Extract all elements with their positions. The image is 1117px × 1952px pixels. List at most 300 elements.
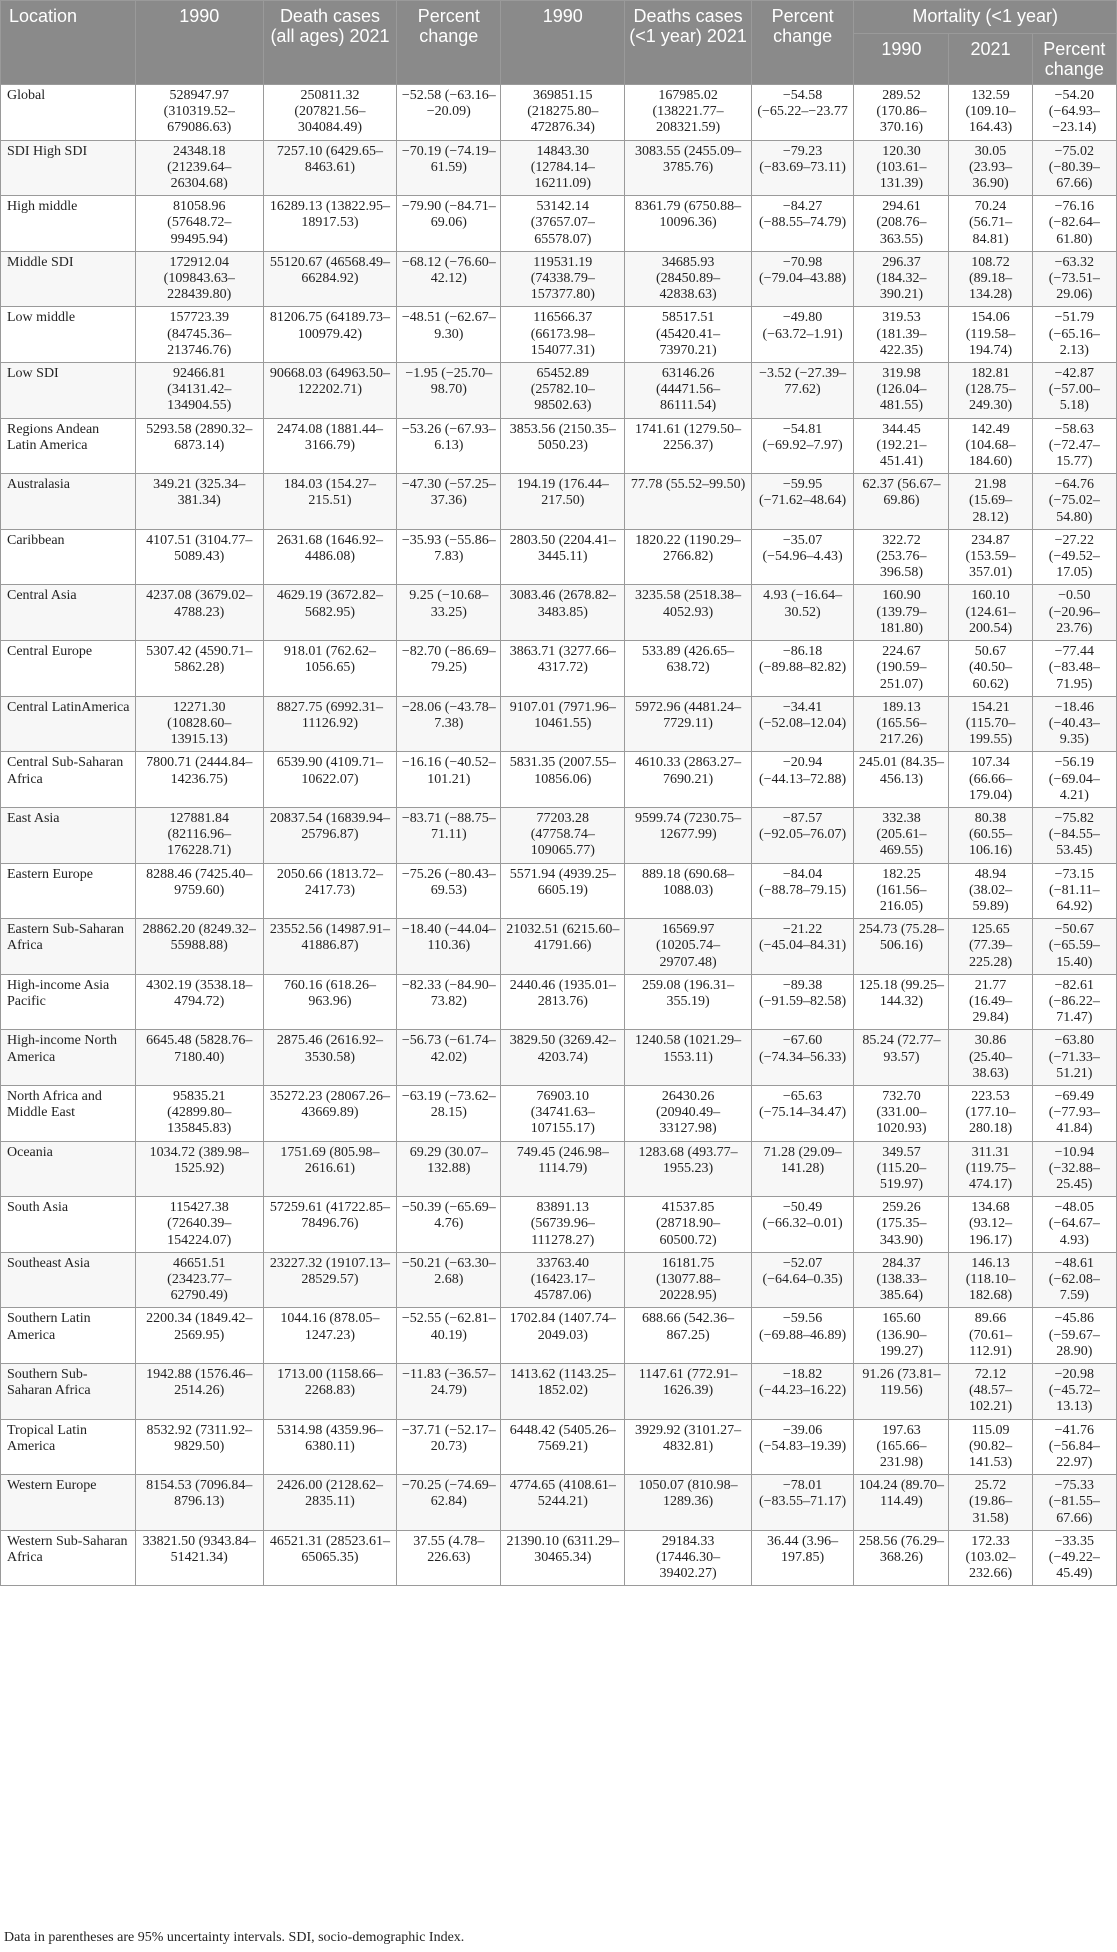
mortality-percent-change-cell: −54.20 (−64.93–−23.14) — [1032, 85, 1116, 141]
deaths-1990-all-ages-cell: 8532.92 (7311.92–9829.50) — [136, 1419, 263, 1475]
deaths-2021-all-ages-cell: 35272.23 (28067.26–43669.89) — [263, 1085, 397, 1141]
deaths-2021-all-ages-cell: 90668.03 (64963.50–122202.71) — [263, 363, 397, 419]
deaths-1990-under-1-cell: 2803.50 (2204.41–3445.11) — [501, 529, 625, 585]
mortality-1990-cell: 259.26 (175.35–343.90) — [854, 1197, 949, 1253]
deaths-1990-under-1-cell: 2440.46 (1935.01–2813.76) — [501, 974, 625, 1030]
deaths-1990-under-1-cell: 76903.10 (34741.63–107155.17) — [501, 1085, 625, 1141]
table-row — [1, 1530, 1117, 1586]
mortality-2021-cell: 134.68 (93.12–196.17) — [949, 1197, 1032, 1253]
mortality-1990-cell: 189.13 (165.56–217.26) — [854, 696, 949, 752]
table-row — [1, 196, 1117, 252]
percent-change-all-ages-cell: 69.29 (30.07–132.88) — [397, 1141, 501, 1197]
deaths-1990-under-1-cell: 119531.19 (74338.79–157377.80) — [501, 251, 625, 307]
location-cell: Southeast Asia — [1, 1252, 136, 1308]
deaths-2021-under-1-cell: 34685.93 (28450.89–42838.63) — [625, 251, 751, 307]
mortality-1990-cell: 349.57 (115.20–519.97) — [854, 1141, 949, 1197]
mortality-1990-cell: 322.72 (253.76–396.58) — [854, 529, 949, 585]
mortality-percent-change-cell: −77.44 (−83.48–71.95) — [1032, 641, 1116, 697]
location-cell: Middle SDI — [1, 251, 136, 307]
percent-change-all-ages-cell: −79.90 (−84.71–69.06) — [397, 196, 501, 252]
percent-change-all-ages-cell: −68.12 (−76.60–42.12) — [397, 251, 501, 307]
percent-change-all-ages-cell: −70.25 (−74.69–62.84) — [397, 1475, 501, 1531]
percent-change-all-ages-cell: −52.55 (−62.81–40.19) — [397, 1308, 501, 1364]
location-cell: Southern Latin America — [1, 1308, 136, 1364]
percent-change-under-1-cell: −86.18 (−89.88–82.82) — [751, 641, 854, 697]
deaths-1990-all-ages-cell: 172912.04 (109843.63–228439.80) — [136, 251, 263, 307]
header-deaths-2021-under-1: Deaths cases (<1 year) 2021 — [625, 1, 751, 85]
table-row — [1, 863, 1117, 919]
percent-change-under-1-cell: −70.98 (−79.04–43.88) — [751, 251, 854, 307]
deaths-1990-all-ages-cell: 46651.51 (23423.77–62790.49) — [136, 1252, 263, 1308]
mortality-percent-change-cell: −63.80 (−71.33–51.21) — [1032, 1030, 1116, 1086]
deaths-1990-under-1-cell: 1702.84 (1407.74–2049.03) — [501, 1308, 625, 1364]
percent-change-all-ages-cell: −50.39 (−65.69–4.76) — [397, 1197, 501, 1253]
deaths-2021-under-1-cell: 3235.58 (2518.38–4052.93) — [625, 585, 751, 641]
table-row — [1, 85, 1117, 141]
deaths-1990-all-ages-cell: 528947.97 (310319.52–679086.63) — [136, 85, 263, 141]
table-row — [1, 251, 1117, 307]
deaths-1990-all-ages-cell: 24348.18 (21239.64–26304.68) — [136, 140, 263, 196]
mortality-1990-cell: 62.37 (56.67–69.86) — [854, 474, 949, 530]
table-row — [1, 1364, 1117, 1420]
percent-change-under-1-cell: 4.93 (−16.64–30.52) — [751, 585, 854, 641]
mortality-2021-cell: 311.31 (119.75–474.17) — [949, 1141, 1032, 1197]
deaths-2021-under-1-cell: 41537.85 (28718.90–60500.72) — [625, 1197, 751, 1253]
deaths-1990-all-ages-cell: 127881.84 (82116.96–176228.71) — [136, 807, 263, 863]
mortality-1990-cell: 258.56 (76.29–368.26) — [854, 1530, 949, 1586]
table-row — [1, 418, 1117, 474]
table-row — [1, 1141, 1117, 1197]
mortality-1990-cell: 344.45 (192.21–451.41) — [854, 418, 949, 474]
deaths-1990-under-1-cell: 77203.28 (47758.74–109065.77) — [501, 807, 625, 863]
percent-change-all-ages-cell: −82.70 (−86.69–79.25) — [397, 641, 501, 697]
location-cell: Tropical Latin America — [1, 1419, 136, 1475]
mortality-1990-cell: 284.37 (138.33–385.64) — [854, 1252, 949, 1308]
deaths-2021-under-1-cell: 8361.79 (6750.88–10096.36) — [625, 196, 751, 252]
header-deaths-2021-all-ages: Death cases (all ages) 2021 — [263, 1, 397, 85]
mortality-percent-change-cell: −48.61 (−62.08–7.59) — [1032, 1252, 1116, 1308]
deaths-2021-under-1-cell: 1741.61 (1279.50–2256.37) — [625, 418, 751, 474]
deaths-1990-under-1-cell: 6448.42 (5405.26–7569.21) — [501, 1419, 625, 1475]
percent-change-under-1-cell: −39.06 (−54.83–19.39) — [751, 1419, 854, 1475]
mortality-1990-cell: 732.70 (331.00–1020.93) — [854, 1085, 949, 1141]
mortality-2021-cell: 50.67 (40.50–60.62) — [949, 641, 1032, 697]
mortality-percent-change-cell: −63.32 (−73.51–29.06) — [1032, 251, 1116, 307]
deaths-1990-all-ages-cell: 157723.39 (84745.36–213746.76) — [136, 307, 263, 363]
table-row — [1, 140, 1117, 196]
deaths-1990-under-1-cell: 3829.50 (3269.42–4203.74) — [501, 1030, 625, 1086]
deaths-1990-all-ages-cell: 7800.71 (2444.84–14236.75) — [136, 752, 263, 808]
mortality-2021-cell: 146.13 (118.10–182.68) — [949, 1252, 1032, 1308]
mortality-1990-cell: 245.01 (84.35–456.13) — [854, 752, 949, 808]
deaths-2021-under-1-cell: 4610.33 (2863.27–7690.21) — [625, 752, 751, 808]
location-cell: Low middle — [1, 307, 136, 363]
mortality-1990-cell: 319.98 (126.04–481.55) — [854, 363, 949, 419]
percent-change-all-ages-cell: −16.16 (−40.52–101.21) — [397, 752, 501, 808]
mortality-percent-change-cell: −69.49 (−77.93–41.84) — [1032, 1085, 1116, 1141]
mortality-2021-cell: 160.10 (124.61–200.54) — [949, 585, 1032, 641]
deaths-1990-under-1-cell: 3863.71 (3277.66–4317.72) — [501, 641, 625, 697]
deaths-2021-under-1-cell: 16181.75 (13077.88–20228.95) — [625, 1252, 751, 1308]
deaths-2021-under-1-cell: 1240.58 (1021.29–1553.11) — [625, 1030, 751, 1086]
deaths-2021-all-ages-cell: 2631.68 (1646.92–4486.08) — [263, 529, 397, 585]
deaths-2021-all-ages-cell: 8827.75 (6992.31–11126.92) — [263, 696, 397, 752]
percent-change-all-ages-cell: −47.30 (−57.25–37.36) — [397, 474, 501, 530]
deaths-2021-all-ages-cell: 1044.16 (878.05–1247.23) — [263, 1308, 397, 1364]
percent-change-all-ages-cell: −48.51 (−62.67–9.30) — [397, 307, 501, 363]
percent-change-under-1-cell: −3.52 (−27.39–77.62) — [751, 363, 854, 419]
percent-change-under-1-cell: 71.28 (29.09–141.28) — [751, 1141, 854, 1197]
mortality-2021-cell: 30.86 (25.40–38.63) — [949, 1030, 1032, 1086]
deaths-2021-all-ages-cell: 20837.54 (16839.94–25796.87) — [263, 807, 397, 863]
deaths-1990-all-ages-cell: 8288.46 (7425.40–9759.60) — [136, 863, 263, 919]
deaths-2021-all-ages-cell: 2474.08 (1881.44–3166.79) — [263, 418, 397, 474]
table-row — [1, 529, 1117, 585]
percent-change-under-1-cell: −79.23 (−83.69–73.11) — [751, 140, 854, 196]
table-row — [1, 1308, 1117, 1364]
deaths-2021-all-ages-cell: 16289.13 (13822.95–18917.53) — [263, 196, 397, 252]
deaths-1990-all-ages-cell: 4237.08 (3679.02–4788.23) — [136, 585, 263, 641]
deaths-1990-all-ages-cell: 5293.58 (2890.32–6873.14) — [136, 418, 263, 474]
percent-change-under-1-cell: −20.94 (−44.13–72.88) — [751, 752, 854, 808]
deaths-1990-under-1-cell: 5571.94 (4939.25–6605.19) — [501, 863, 625, 919]
deaths-2021-all-ages-cell: 918.01 (762.62–1056.65) — [263, 641, 397, 697]
location-cell: Global — [1, 85, 136, 141]
table-footnote: Data in parentheses are 95% uncertainty intervals. SDI, socio-demographic Index. — [4, 1930, 465, 1945]
location-cell: Regions Andean Latin America — [1, 418, 136, 474]
table-row — [1, 974, 1117, 1030]
percent-change-under-1-cell: −54.81 (−69.92–7.97) — [751, 418, 854, 474]
location-cell: Western Europe — [1, 1475, 136, 1531]
mortality-2021-cell: 72.12 (48.57–102.21) — [949, 1364, 1032, 1420]
percent-change-all-ages-cell: −50.21 (−63.30–2.68) — [397, 1252, 501, 1308]
header-mortality-1990: 1990 — [854, 34, 949, 85]
header-percent-change-all-ages: Percent change — [397, 1, 501, 85]
table-row — [1, 585, 1117, 641]
table-body — [1, 85, 1117, 1586]
mortality-1990-cell: 125.18 (99.25–144.32) — [854, 974, 949, 1030]
mortality-percent-change-cell: −50.67 (−65.59–15.40) — [1032, 919, 1116, 975]
mortality-percent-change-cell: −75.82 (−84.55–53.45) — [1032, 807, 1116, 863]
table-row — [1, 919, 1117, 975]
mortality-1990-cell: 91.26 (73.81–119.56) — [854, 1364, 949, 1420]
deaths-2021-all-ages-cell: 57259.61 (41722.85–78496.76) — [263, 1197, 397, 1253]
mortality-2021-cell: 21.98 (15.69–28.12) — [949, 474, 1032, 530]
deaths-1990-under-1-cell: 9107.01 (7971.96–10461.55) — [501, 696, 625, 752]
deaths-2021-under-1-cell: 5972.96 (4481.24–7729.11) — [625, 696, 751, 752]
deaths-2021-under-1-cell: 58517.51 (45420.41–73970.21) — [625, 307, 751, 363]
deaths-1990-all-ages-cell: 1942.88 (1576.46–2514.26) — [136, 1364, 263, 1420]
deaths-2021-all-ages-cell: 46521.31 (28523.61–65065.35) — [263, 1530, 397, 1586]
mortality-percent-change-cell: −33.35 (−49.22–45.49) — [1032, 1530, 1116, 1586]
header-1990-all-ages: 1990 — [136, 1, 263, 85]
table-row — [1, 363, 1117, 419]
mortality-1990-cell: 332.38 (205.61–469.55) — [854, 807, 949, 863]
deaths-1990-under-1-cell: 369851.15 (218275.80–472876.34) — [501, 85, 625, 141]
mortality-1990-cell: 165.60 (136.90–199.27) — [854, 1308, 949, 1364]
percent-change-under-1-cell: −89.38 (−91.59–82.58) — [751, 974, 854, 1030]
mortality-percent-change-cell: −0.50 (−20.96–23.76) — [1032, 585, 1116, 641]
deaths-2021-all-ages-cell: 2050.66 (1813.72–2417.73) — [263, 863, 397, 919]
mortality-percent-change-cell: −82.61 (−86.22–71.47) — [1032, 974, 1116, 1030]
table-row — [1, 696, 1117, 752]
mortality-2021-cell: 142.49 (104.68–184.60) — [949, 418, 1032, 474]
location-cell: Caribbean — [1, 529, 136, 585]
location-cell: High-income Asia Pacific — [1, 974, 136, 1030]
mortality-2021-cell: 108.72 (89.18–134.28) — [949, 251, 1032, 307]
percent-change-all-ages-cell: −82.33 (−84.90–73.82) — [397, 974, 501, 1030]
deaths-2021-under-1-cell: 1147.61 (772.91–1626.39) — [625, 1364, 751, 1420]
deaths-2021-all-ages-cell: 2426.00 (2128.62–2835.11) — [263, 1475, 397, 1531]
mortality-percent-change-cell: −56.19 (−69.04–4.21) — [1032, 752, 1116, 808]
location-cell: Central Europe — [1, 641, 136, 697]
mortality-2021-cell: 132.59 (109.10–164.43) — [949, 85, 1032, 141]
deaths-1990-under-1-cell: 83891.13 (56739.96–111278.27) — [501, 1197, 625, 1253]
deaths-1990-all-ages-cell: 6645.48 (5828.76–7180.40) — [136, 1030, 263, 1086]
deaths-2021-all-ages-cell: 2875.46 (2616.92–3530.58) — [263, 1030, 397, 1086]
deaths-2021-all-ages-cell: 23552.56 (14987.91–41886.87) — [263, 919, 397, 975]
mortality-2021-cell: 48.94 (38.02–59.89) — [949, 863, 1032, 919]
percent-change-under-1-cell: −35.07 (−54.96–4.43) — [751, 529, 854, 585]
deaths-1990-under-1-cell: 116566.37 (66173.98–154077.31) — [501, 307, 625, 363]
percent-change-under-1-cell: −78.01 (−83.55–71.17) — [751, 1475, 854, 1531]
mortality-percent-change-cell: −20.98 (−45.72–13.13) — [1032, 1364, 1116, 1420]
deaths-1990-all-ages-cell: 8154.53 (7096.84–8796.13) — [136, 1475, 263, 1531]
deaths-1990-all-ages-cell: 81058.96 (57648.72–99495.94) — [136, 196, 263, 252]
mortality-1990-cell: 224.67 (190.59–251.07) — [854, 641, 949, 697]
percent-change-under-1-cell: −49.80 (−63.72–1.91) — [751, 307, 854, 363]
header-mortality-group: Mortality (<1 year) — [854, 1, 1117, 34]
deaths-1990-all-ages-cell: 33821.50 (9343.84–51421.34) — [136, 1530, 263, 1586]
deaths-1990-under-1-cell: 3853.56 (2150.35–5050.23) — [501, 418, 625, 474]
deaths-1990-under-1-cell: 33763.40 (16423.17–45787.06) — [501, 1252, 625, 1308]
deaths-1990-all-ages-cell: 2200.34 (1849.42–2569.95) — [136, 1308, 263, 1364]
percent-change-under-1-cell: −87.57 (−92.05–76.07) — [751, 807, 854, 863]
location-cell: Australasia — [1, 474, 136, 530]
mortality-1990-cell: 160.90 (139.79–181.80) — [854, 585, 949, 641]
header-mortality-2021: 2021 — [949, 34, 1032, 85]
deaths-2021-under-1-cell: 259.08 (196.31–355.19) — [625, 974, 751, 1030]
mortality-2021-cell: 89.66 (70.61–112.91) — [949, 1308, 1032, 1364]
mortality-percent-change-cell: −41.76 (−56.84–22.97) — [1032, 1419, 1116, 1475]
mortality-1990-cell: 120.30 (103.61–131.39) — [854, 140, 949, 196]
mortality-1990-cell: 296.37 (184.32–390.21) — [854, 251, 949, 307]
table-row — [1, 307, 1117, 363]
percent-change-under-1-cell: −18.82 (−44.23–16.22) — [751, 1364, 854, 1420]
deaths-1990-all-ages-cell: 12271.30 (10828.60–13915.13) — [136, 696, 263, 752]
percent-change-all-ages-cell: −18.40 (−44.04–110.36) — [397, 919, 501, 975]
mortality-2021-cell: 125.65 (77.39–225.28) — [949, 919, 1032, 975]
deaths-1990-all-ages-cell: 1034.72 (389.98–1525.92) — [136, 1141, 263, 1197]
deaths-2021-under-1-cell: 16569.97 (10205.74–29707.48) — [625, 919, 751, 975]
percent-change-all-ages-cell: −70.19 (−74.19–61.59) — [397, 140, 501, 196]
deaths-1990-all-ages-cell: 28862.20 (8249.32–55988.88) — [136, 919, 263, 975]
deaths-2021-all-ages-cell: 184.03 (154.27–215.51) — [263, 474, 397, 530]
table-row — [1, 1030, 1117, 1086]
percent-change-all-ages-cell: −37.71 (−52.17–20.73) — [397, 1419, 501, 1475]
deaths-2021-under-1-cell: 889.18 (690.68–1088.03) — [625, 863, 751, 919]
deaths-2021-under-1-cell: 1820.22 (1190.29–2766.82) — [625, 529, 751, 585]
mortality-percent-change-cell: −73.15 (−81.11–64.92) — [1032, 863, 1116, 919]
percent-change-under-1-cell: −21.22 (−45.04–84.31) — [751, 919, 854, 975]
percent-change-all-ages-cell: −63.19 (−73.62–28.15) — [397, 1085, 501, 1141]
mortality-2021-cell: 154.06 (119.58–194.74) — [949, 307, 1032, 363]
mortality-1990-cell: 197.63 (165.66–231.98) — [854, 1419, 949, 1475]
mortality-2021-cell: 182.81 (128.75–249.30) — [949, 363, 1032, 419]
deaths-1990-under-1-cell: 194.19 (176.44–217.50) — [501, 474, 625, 530]
mortality-2021-cell: 25.72 (19.86–31.58) — [949, 1475, 1032, 1531]
table-row — [1, 1197, 1117, 1253]
location-cell: Oceania — [1, 1141, 136, 1197]
mortality-percent-change-cell: −27.22 (−49.52–17.05) — [1032, 529, 1116, 585]
mortality-percent-change-cell: −64.76 (−75.02–54.80) — [1032, 474, 1116, 530]
mortality-2021-cell: 234.87 (153.59–357.01) — [949, 529, 1032, 585]
mortality-percent-change-cell: −75.02 (−80.39–67.66) — [1032, 140, 1116, 196]
deaths-2021-under-1-cell: 29184.33 (17446.30–39402.27) — [625, 1530, 751, 1586]
header-percent-change-under-1: Percent change — [751, 1, 854, 85]
location-cell: Western Sub-Saharan Africa — [1, 1530, 136, 1586]
header-location: Location — [1, 1, 136, 85]
location-cell: Central Sub-Saharan Africa — [1, 752, 136, 808]
deaths-1990-under-1-cell: 1413.62 (1143.25–1852.02) — [501, 1364, 625, 1420]
percent-change-all-ages-cell: −56.73 (−61.74–42.02) — [397, 1030, 501, 1086]
deaths-1990-all-ages-cell: 5307.42 (4590.71–5862.28) — [136, 641, 263, 697]
mortality-percent-change-cell: −10.94 (−32.88–25.45) — [1032, 1141, 1116, 1197]
deaths-2021-under-1-cell: 9599.74 (7230.75–12677.99) — [625, 807, 751, 863]
deaths-2021-under-1-cell: 26430.26 (20940.49–33127.98) — [625, 1085, 751, 1141]
percent-change-under-1-cell: −65.63 (−75.14–34.47) — [751, 1085, 854, 1141]
mortality-1990-cell: 319.53 (181.39–422.35) — [854, 307, 949, 363]
deaths-2021-all-ages-cell: 250811.32 (207821.56–304084.49) — [263, 85, 397, 141]
deaths-2021-under-1-cell: 688.66 (542.36–867.25) — [625, 1308, 751, 1364]
table-row — [1, 1419, 1117, 1475]
table-row — [1, 807, 1117, 863]
deaths-2021-under-1-cell: 1283.68 (493.77–1955.23) — [625, 1141, 751, 1197]
mortality-percent-change-cell: −45.86 (−59.67–28.90) — [1032, 1308, 1116, 1364]
mortality-2021-cell: 172.33 (103.02–232.66) — [949, 1530, 1032, 1586]
percent-change-under-1-cell: −52.07 (−64.64–0.35) — [751, 1252, 854, 1308]
percent-change-all-ages-cell: −1.95 (−25.70–98.70) — [397, 363, 501, 419]
percent-change-under-1-cell: −84.27 (−88.55–74.79) — [751, 196, 854, 252]
percent-change-all-ages-cell: −11.83 (−36.57–24.79) — [397, 1364, 501, 1420]
table-row — [1, 474, 1117, 530]
mortality-2021-cell: 70.24 (56.71–84.81) — [949, 196, 1032, 252]
header-mortality-percent-change: Percent change — [1032, 34, 1116, 85]
percent-change-all-ages-cell: −53.26 (−67.93–6.13) — [397, 418, 501, 474]
deaths-1990-all-ages-cell: 92466.81 (34131.42–134904.55) — [136, 363, 263, 419]
percent-change-all-ages-cell: −83.71 (−88.75–71.11) — [397, 807, 501, 863]
mortality-percent-change-cell: −51.79 (−65.16–2.13) — [1032, 307, 1116, 363]
header-1990-under-1: 1990 — [501, 1, 625, 85]
mortality-2021-cell: 107.34 (66.66–179.04) — [949, 752, 1032, 808]
mortality-percent-change-cell: −75.33 (−81.55–67.66) — [1032, 1475, 1116, 1531]
deaths-2021-under-1-cell: 3083.55 (2455.09–3785.76) — [625, 140, 751, 196]
mortality-2021-cell: 21.77 (16.49–29.84) — [949, 974, 1032, 1030]
mortality-2021-cell: 30.05 (23.93–36.90) — [949, 140, 1032, 196]
deaths-1990-under-1-cell: 5831.35 (2007.55–10856.06) — [501, 752, 625, 808]
percent-change-under-1-cell: −67.60 (−74.34–56.33) — [751, 1030, 854, 1086]
deaths-1990-under-1-cell: 21390.10 (6311.29–30465.34) — [501, 1530, 625, 1586]
deaths-2021-under-1-cell: 3929.92 (3101.27–4832.81) — [625, 1419, 751, 1475]
deaths-2021-all-ages-cell: 760.16 (618.26–963.96) — [263, 974, 397, 1030]
deaths-1990-all-ages-cell: 4302.19 (3538.18–4794.72) — [136, 974, 263, 1030]
deaths-2021-under-1-cell: 1050.07 (810.98–1289.36) — [625, 1475, 751, 1531]
mortality-2021-cell: 80.38 (60.55–106.16) — [949, 807, 1032, 863]
location-cell: Southern Sub-Saharan Africa — [1, 1364, 136, 1420]
table-row — [1, 641, 1117, 697]
location-cell: Eastern Sub-Saharan Africa — [1, 919, 136, 975]
table-row — [1, 1475, 1117, 1531]
mortality-1990-cell: 104.24 (89.70–114.49) — [854, 1475, 949, 1531]
mortality-percent-change-cell: −18.46 (−40.43–9.35) — [1032, 696, 1116, 752]
mortality-2021-cell: 154.21 (115.70–199.55) — [949, 696, 1032, 752]
location-cell: High-income North America — [1, 1030, 136, 1086]
deaths-1990-under-1-cell: 3083.46 (2678.82–3483.85) — [501, 585, 625, 641]
percent-change-all-ages-cell: −52.58 (−63.16–−20.09) — [397, 85, 501, 141]
deaths-2021-under-1-cell: 533.89 (426.65–638.72) — [625, 641, 751, 697]
location-cell: Eastern Europe — [1, 863, 136, 919]
deaths-2021-under-1-cell: 167985.02 (138221.77–208321.59) — [625, 85, 751, 141]
table-row — [1, 1085, 1117, 1141]
location-cell: South Asia — [1, 1197, 136, 1253]
location-cell: High middle — [1, 196, 136, 252]
deaths-1990-under-1-cell: 4774.65 (4108.61–5244.21) — [501, 1475, 625, 1531]
location-cell: East Asia — [1, 807, 136, 863]
percent-change-under-1-cell: −59.95 (−71.62–48.64) — [751, 474, 854, 530]
percent-change-under-1-cell: 36.44 (3.96–197.85) — [751, 1530, 854, 1586]
mortality-percent-change-cell: −76.16 (−82.64–61.80) — [1032, 196, 1116, 252]
percent-change-all-ages-cell: −28.06 (−43.78–7.38) — [397, 696, 501, 752]
deaths-1990-under-1-cell: 749.45 (246.98–1114.79) — [501, 1141, 625, 1197]
percent-change-under-1-cell: −84.04 (−88.78–79.15) — [751, 863, 854, 919]
mortality-2021-cell: 115.09 (90.82–141.53) — [949, 1419, 1032, 1475]
deaths-1990-under-1-cell: 14843.30 (12784.14–16211.09) — [501, 140, 625, 196]
deaths-1990-all-ages-cell: 95835.21 (42899.80–135845.83) — [136, 1085, 263, 1141]
location-cell: Central LatinAmerica — [1, 696, 136, 752]
location-cell: North Africa and Middle East — [1, 1085, 136, 1141]
deaths-2021-all-ages-cell: 55120.67 (46568.49–66284.92) — [263, 251, 397, 307]
deaths-1990-all-ages-cell: 115427.38 (72640.39–154224.07) — [136, 1197, 263, 1253]
mortality-percent-change-cell: −48.05 (−64.67–4.93) — [1032, 1197, 1116, 1253]
deaths-1990-all-ages-cell: 4107.51 (3104.77–5089.43) — [136, 529, 263, 585]
deaths-1990-under-1-cell: 21032.51 (6215.60–41791.66) — [501, 919, 625, 975]
location-cell: Low SDI — [1, 363, 136, 419]
deaths-2021-all-ages-cell: 23227.32 (19107.13–28529.57) — [263, 1252, 397, 1308]
mortality-1990-cell: 254.73 (75.28–506.16) — [854, 919, 949, 975]
location-cell: SDI High SDI — [1, 140, 136, 196]
deaths-2021-all-ages-cell: 7257.10 (6429.65–8463.61) — [263, 140, 397, 196]
deaths-2021-under-1-cell: 63146.26 (44471.56–86111.54) — [625, 363, 751, 419]
mortality-percent-change-cell: −42.87 (−57.00–5.18) — [1032, 363, 1116, 419]
deaths-2021-under-1-cell: 77.78 (55.52–99.50) — [625, 474, 751, 530]
percent-change-all-ages-cell: −35.93 (−55.86–7.83) — [397, 529, 501, 585]
location-cell: Central Asia — [1, 585, 136, 641]
mortality-1990-cell: 85.24 (72.77–93.57) — [854, 1030, 949, 1086]
percent-change-under-1-cell: −59.56 (−69.88–46.89) — [751, 1308, 854, 1364]
table-row — [1, 752, 1117, 808]
deaths-2021-all-ages-cell: 4629.19 (3672.82–5682.95) — [263, 585, 397, 641]
deaths-2021-all-ages-cell: 6539.90 (4109.71–10622.07) — [263, 752, 397, 808]
percent-change-under-1-cell: −54.58 (−65.22–−23.77 — [751, 85, 854, 141]
deaths-2021-all-ages-cell: 1751.69 (805.98–2616.61) — [263, 1141, 397, 1197]
deaths-2021-all-ages-cell: 1713.00 (1158.66–2268.83) — [263, 1364, 397, 1420]
deaths-2021-all-ages-cell: 5314.98 (4359.96–6380.11) — [263, 1419, 397, 1475]
deaths-1990-under-1-cell: 53142.14 (37657.07–65578.07) — [501, 196, 625, 252]
table-row — [1, 1252, 1117, 1308]
percent-change-all-ages-cell: 9.25 (−10.68–33.25) — [397, 585, 501, 641]
deaths-1990-under-1-cell: 65452.89 (25782.10–98502.63) — [501, 363, 625, 419]
percent-change-under-1-cell: −34.41 (−52.08–12.04) — [751, 696, 854, 752]
